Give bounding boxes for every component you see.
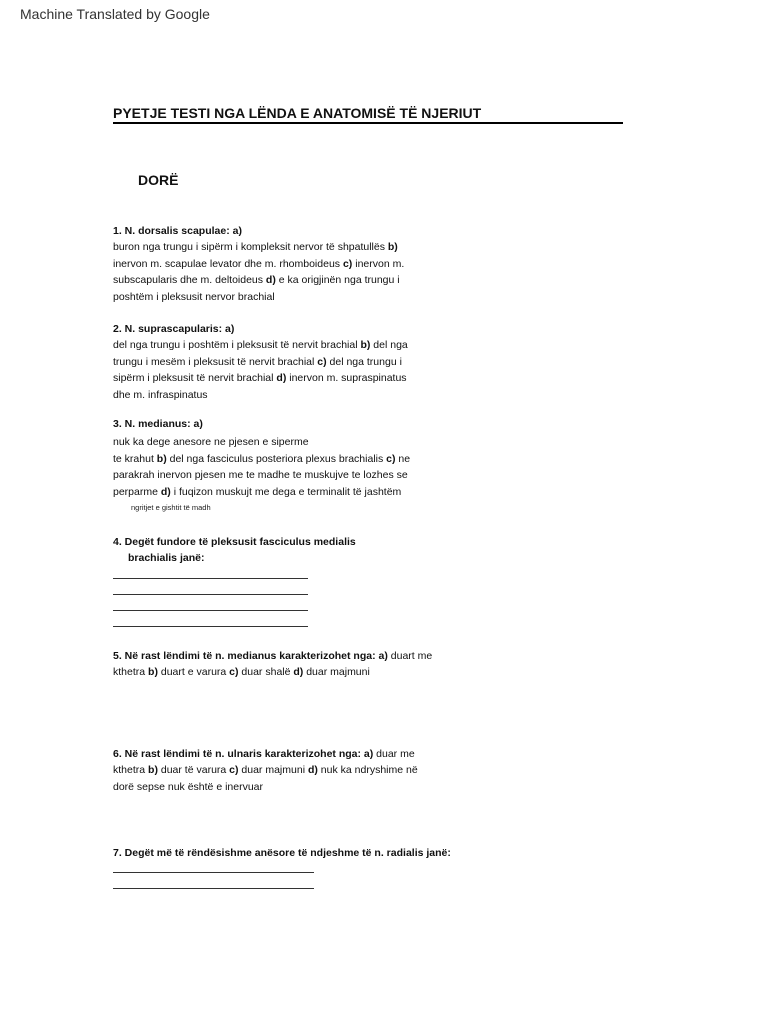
answer-line[interactable] — [113, 610, 308, 611]
question-6-text-line: dorë sepse nuk është e inervuar — [113, 780, 264, 793]
answer-line[interactable] — [113, 872, 314, 873]
question-2-text-line: trungu i mesëm i pleksusit të nervit brachial c) del nga trungu i — [113, 355, 402, 368]
question-1-text-line: poshtëm i pleksusit nervor brachial — [113, 290, 275, 303]
question-6 — [113, 746, 473, 795]
question-6-heading: 6. Në rast lëndimi të n. ulnaris karakterizohet nga: a) duar me — [113, 748, 415, 760]
question-1 — [113, 223, 443, 305]
question-1-text-line: buron nga trungu i sipërm i kompleksit nervor të shpatullës b) — [113, 241, 398, 254]
answer-line[interactable] — [113, 578, 308, 579]
question-4-heading-continued: brachialis janë: — [128, 552, 205, 565]
question-2-heading: 2. N. suprascapularis: a) — [113, 323, 235, 335]
question-2-text-line: dhe m. infraspinatus — [113, 388, 208, 401]
question-5-text-line: kthetra b) duart e varura c) duar shalë d) duar majmuni — [113, 666, 370, 679]
question-3-note: ngritjet e gishtit të madh — [131, 503, 211, 512]
question-1-text-line: subscapularis dhe m. deltoideus d) e ka origjinën nga trungu i — [113, 274, 400, 287]
question-2-text-line: del nga trungu i poshtëm i pleksusit të nervit brachial b) del nga — [113, 339, 408, 352]
question-2-text-line: sipërm i pleksusit të nervit brachial d) inervon m. supraspinatus — [113, 372, 407, 385]
machine-translation-banner: Machine Translated by Google — [20, 6, 210, 22]
question-3-text-line: perparme d) i fuqizon muskujt me dega e terminalit të jashtëm — [113, 485, 402, 498]
question-6-text-line: kthetra b) duar të varura c) duar majmuni d) nuk ka ndryshime në — [113, 764, 418, 777]
answer-line[interactable] — [113, 594, 308, 595]
question-3 — [113, 416, 443, 500]
question-2 — [113, 321, 443, 403]
answer-line[interactable] — [113, 888, 314, 889]
page-title: PYETJE TESTI NGA LËNDA E ANATOMISË TË NJERIUT — [113, 105, 623, 124]
question-3-text-line: te krahut b) del nga fasciculus posteriora plexus brachialis c) ne — [113, 452, 411, 465]
question-7 — [113, 845, 493, 861]
question-4-heading: 4. Degët fundore të pleksusit fasciculus medialis — [113, 536, 356, 548]
question-4 — [113, 534, 443, 567]
section-heading: DORË — [138, 172, 179, 188]
question-3-heading: 3. N. medianus: a) — [113, 418, 203, 430]
question-5 — [113, 648, 473, 681]
question-5-heading: 5. Në rast lëndimi të n. medianus karakterizohet nga: a) duart me — [113, 650, 433, 662]
question-1-text-line: inervon m. scapulae levator dhe m. rhomboideus c) inervon m. — [113, 257, 405, 270]
question-1-heading: 1. N. dorsalis scapulae: a) — [113, 225, 242, 237]
question-3-text-line: nuk ka dege anesore ne pjesen e siperme — [113, 436, 309, 449]
question-3-text-line: parakrah inervon pjesen me te madhe te muskujve te lozhes se — [113, 469, 408, 482]
answer-line[interactable] — [113, 626, 308, 627]
question-7-heading: 7. Degët më të rëndësishme anësore të ndjeshme të n. radialis janë: — [113, 847, 451, 859]
